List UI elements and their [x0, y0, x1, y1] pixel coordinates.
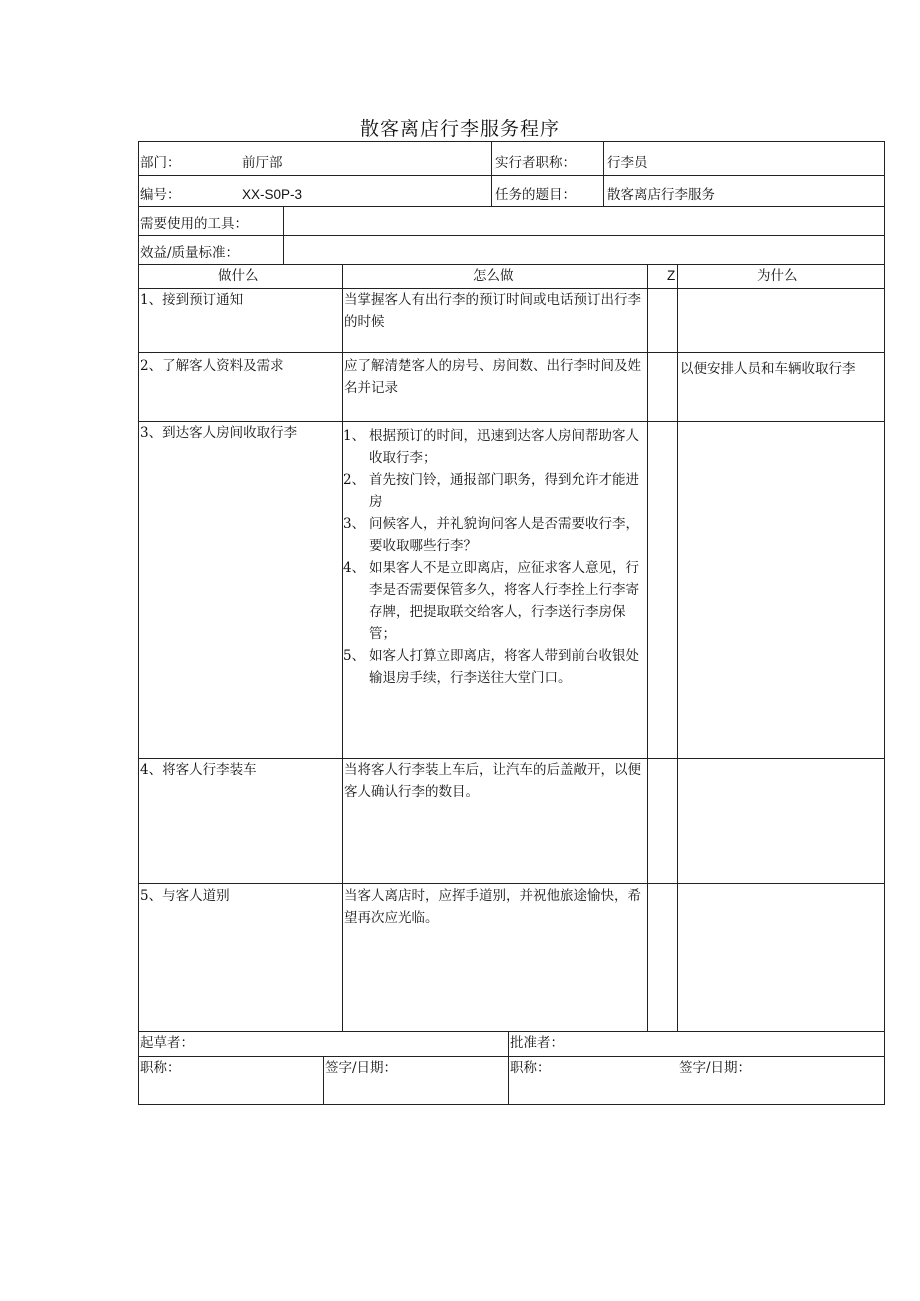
row-divider [138, 206, 885, 207]
row4-how: 当将客人行李装上车后，让汽车的后盖敞开，以便客人确认行李的数目。 [344, 762, 641, 800]
col-divider [677, 264, 678, 1031]
step-item [343, 469, 646, 513]
task-value: 散客离店行李服务 [607, 187, 715, 203]
row5-how: 当客人离店时，应挥手道别，并祝他旅途愉快，希望再次应光临。 [344, 888, 641, 926]
dept-value: 前厅部 [242, 155, 283, 171]
col-divider [647, 264, 648, 1031]
step-text: 如果客人不是立即离店，应征求客人意见，行李是否需要保管多久，将客人行李拴上行李寄存牌，把提取联交给客人，行李送行李房保管； [369, 560, 639, 642]
drafter-label: 起草者： [140, 1035, 194, 1051]
dept-label: 部门： [140, 155, 181, 171]
executor-value: 行李员 [607, 155, 648, 171]
col-divider [283, 206, 284, 264]
approver-label: 批准者： [510, 1035, 564, 1051]
title-label-left: 职称： [140, 1060, 181, 1076]
step-item [343, 513, 646, 557]
step-number: 4、 [343, 560, 366, 576]
quality-label: 效益/质量标准： [140, 245, 240, 261]
row2-how: 应了解清楚客人的房号、房间数、出行李时间及姓名并记录 [344, 358, 641, 396]
step-number: 5、 [343, 648, 366, 664]
row-divider [138, 235, 885, 236]
step-item [343, 557, 646, 645]
step-text: 首先按门铃，通报部门职务，得到允许才能进房 [369, 472, 639, 510]
tools-label: 需要使用的工具： [140, 216, 248, 232]
row2-what: 2、了解客人资料及需求 [140, 358, 284, 374]
row5-what: 5、与客人道别 [140, 888, 230, 904]
row4-what: 4、将客人行李装车 [140, 762, 257, 778]
col-divider [491, 141, 492, 206]
code-value: XX-S0P-3 [242, 187, 303, 202]
row-divider [138, 883, 885, 884]
step-text: 问候客人，并礼貌询问客人是否需要收行李，要收取哪些行李？ [369, 516, 639, 554]
row-divider [138, 352, 885, 353]
title-label-right: 职称： [510, 1060, 551, 1076]
task-label: 任务的题目： [495, 187, 576, 203]
step-item [343, 425, 646, 469]
sign-label-right: 签字/日期： [679, 1060, 752, 1076]
step-number: 2、 [343, 472, 366, 488]
executor-label: 实行者职称： [495, 155, 576, 171]
row3-steps [343, 425, 646, 689]
row2-why: 以便安排人员和车辆收取行李 [680, 361, 856, 377]
col-header-what: 做什么 [218, 268, 259, 284]
row-divider [138, 175, 885, 176]
col-header-why: 为什么 [757, 268, 798, 284]
row1-what: 1、接到预订通知 [140, 292, 244, 308]
col-divider [508, 1031, 509, 1105]
step-item [343, 645, 646, 689]
row3-what: 3、到达客人房间收取行李 [140, 425, 298, 441]
row1-how: 当掌握客人有出行李的预订时间或电话预订出行李的时候 [344, 292, 641, 330]
col-divider [323, 1056, 324, 1105]
step-number: 3、 [343, 516, 366, 532]
code-label: 编号： [140, 187, 181, 203]
step-text: 根据预订的时间，迅速到达客人房间帮助客人收取行李； [369, 428, 639, 466]
step-text: 如客人打算立即离店，将客人带到前台收银处输退房手续，行李送往大堂门口。 [369, 648, 639, 686]
document-title: 散客离店行李服务程序 [359, 118, 560, 140]
step-number: 1、 [343, 428, 366, 444]
col-header-z: Z [667, 268, 676, 283]
col-header-how: 怎么做 [473, 268, 514, 284]
col-divider [603, 141, 604, 206]
sign-label-left: 签字/日期： [325, 1060, 398, 1076]
